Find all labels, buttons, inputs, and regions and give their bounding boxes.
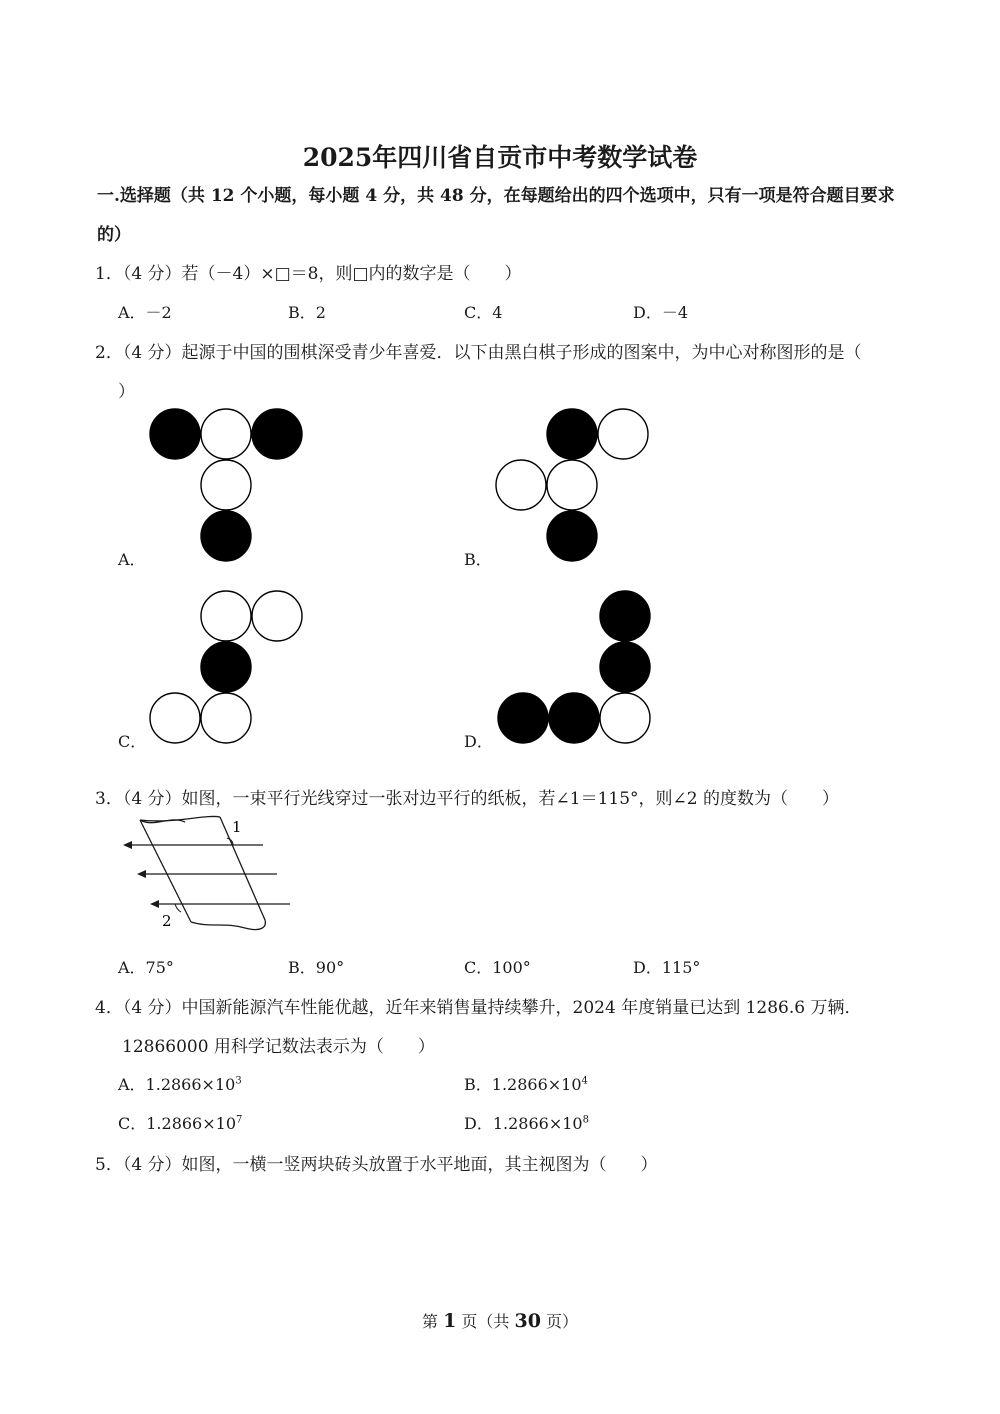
q2-option-c[interactable]: C． [118,732,147,751]
black-stone [547,409,597,459]
q2-option-d[interactable]: D． [464,732,493,751]
q4-option-a[interactable]: A．$1.2866\times 10^3$ [118,1075,242,1094]
black-stone [600,642,650,692]
section-heading-line2: 的） [97,225,131,245]
question-3-text: 3．（4 分）如图，一束平行光线穿过一张对边平行的纸板，若∠1＝115°，则∠2 的度数为（ ） [95,789,840,809]
black-stone [201,511,251,561]
q3-option-a[interactable]: A．75° [118,958,174,977]
q2-pattern-d [496,589,656,749]
q1-option-d[interactable]: D．－4 [633,303,689,322]
q2-pattern-c [148,589,308,749]
arrowhead-2 [137,870,146,878]
q1-option-a[interactable]: A．－2 [118,303,172,322]
question-1-text: 1．（4 分）若（－4）×□＝8，则□内的数字是（ ） [95,264,522,284]
cardboard-right-edge [191,817,265,930]
q3-parallel-light-figure [115,810,295,935]
cardboard-left-edge [140,820,191,922]
white-stone [150,693,200,743]
question-4-text: 4．（4 分）中国新能源汽车性能优越，近年来销售量持续攀升，2024 年度销量已达到 1286.6 万辆． [95,998,862,1018]
black-stone [252,409,302,459]
q2-pattern-b [494,407,654,567]
angle-1-label: 1 [232,818,242,836]
page-total: 30 [514,1310,541,1332]
black-stone [201,642,251,692]
black-stone [549,693,599,743]
white-stone [598,409,648,459]
white-stone [201,693,251,743]
q1-option-b[interactable]: B．2 [288,303,326,322]
angle-2-label: 2 [162,912,172,930]
q4-option-d[interactable]: D．$1.2866\times 10^8$ [464,1114,589,1133]
black-stone [150,409,200,459]
page-footer: 第 1 页（共 30 页） [421,1310,579,1332]
q1-option-c[interactable]: C．4 [464,303,503,322]
white-stone [252,591,302,641]
q4-option-b[interactable]: B．$1.2866\times 10^4$ [464,1075,588,1094]
q2-pattern-a [148,407,308,567]
question-2-text-cont: ） [118,382,135,402]
white-stone [547,460,597,510]
section-heading-line1: 一.选择题（共 12 个小题，每小题 4 分，共 48 分，在每题给出的四个选项中，只有一项是符合题目要求 [97,186,895,206]
page-number: 1 [443,1310,457,1332]
question-4-text-cont: 12866000 用科学记数法表示为（ ） [122,1037,435,1057]
q3-option-c[interactable]: C．100° [464,958,531,977]
q4-option-c[interactable]: C．$1.2866\times 10^7$ [118,1114,243,1133]
white-stone [496,460,546,510]
white-stone [201,460,251,510]
q2-option-a[interactable]: A． [118,550,146,569]
white-stone [201,409,251,459]
page-title: 2025年四川省自贡市中考数学试卷 [302,143,698,172]
arrowhead-3 [150,900,159,908]
question-2-text: 2．（4 分）起源于中国的围棋深受青少年喜爱．以下由黑白棋子形成的图案中，为中心对称图形的是（ [95,343,862,363]
q3-option-d[interactable]: D．115° [633,958,701,977]
arrowhead-1 [123,841,132,849]
black-stone [547,511,597,561]
black-stone [498,693,548,743]
q2-option-b[interactable]: B． [464,550,492,569]
black-stone [600,591,650,641]
white-stone [600,693,650,743]
angle-2-arc [175,904,181,912]
question-5-text: 5．（4 分）如图，一横一竖两块砖头放置于水平地面，其主视图为（ ） [95,1155,658,1175]
white-stone [201,591,251,641]
q3-option-b[interactable]: B．90° [288,958,345,977]
